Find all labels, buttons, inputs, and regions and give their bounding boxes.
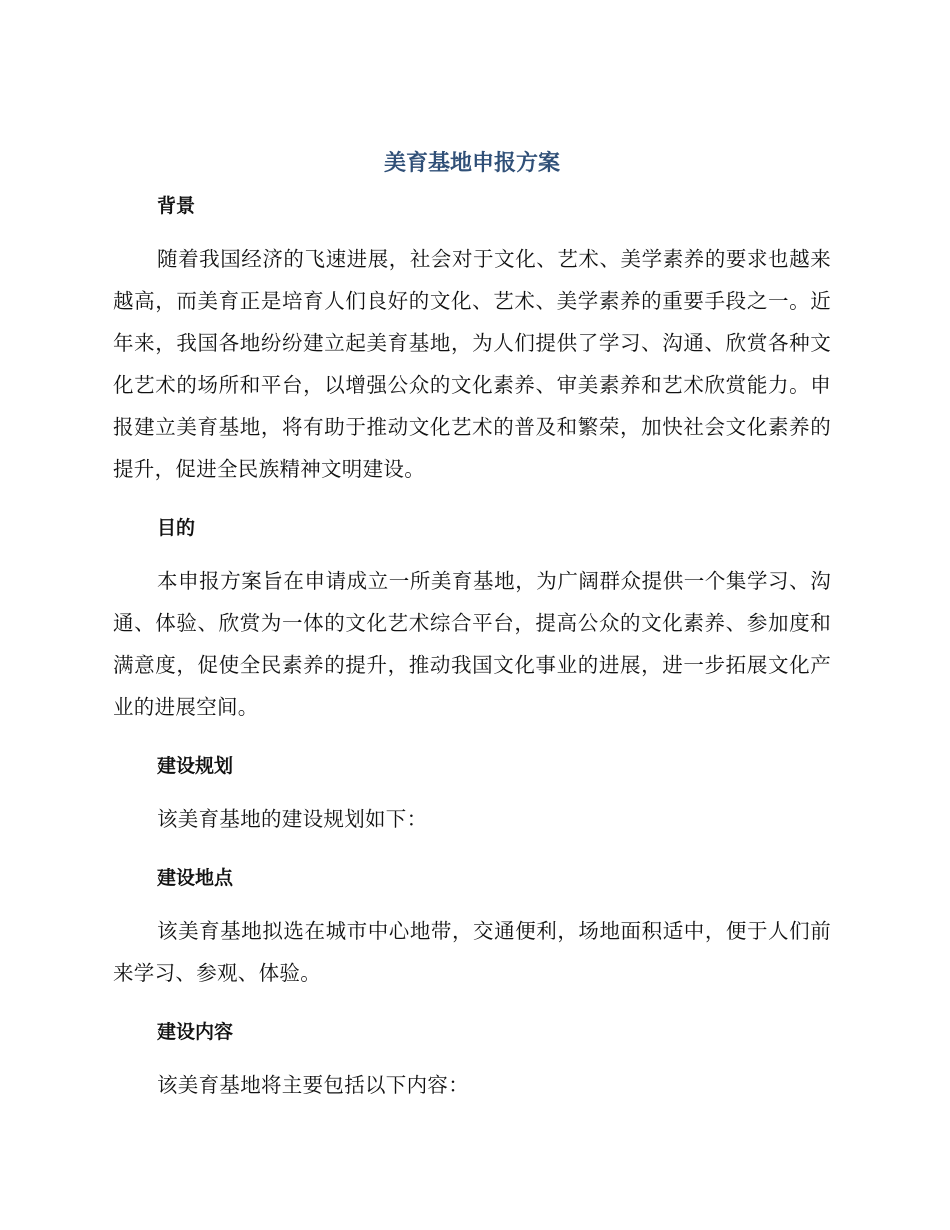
- section-paragraph: 该美育基地将主要包括以下内容：: [157, 1073, 469, 1097]
- section-background: [113, 188, 831, 510]
- section-paragraph: 随着我国经济的飞速进展，社会对于文化、艺术、美学素养的要求也越来越高，而美育正是培育人们良好的文化、艺术、美学素养的重要手段之一。近年来，我国各地纷纷建立起美育基地，为人们提供了学习、沟通、欣赏各种文化艺术的场所和平台，以增强公众的文化素养、审美素养和艺术欣赏能力。申报建立美育基地，将有助于推动文化艺术的普及和繁荣，加快社会文化素养的提升，促进全民族精神文明建设。: [113, 247, 831, 481]
- section-construction-plan: [113, 748, 831, 860]
- section-heading: 建设规划: [157, 755, 234, 777]
- document-title: 美育基地申报方案: [383, 151, 560, 176]
- section-paragraph: 本申报方案旨在申请成立一所美育基地，为广阔群众提供一个集学习、沟通、体验、欣赏为一体的文化艺术综合平台，提高公众的文化素养、参加度和满意度，促使全民素养的提升，推动我国文化事业的进展，进一步拓展文化产业的进展空间。: [113, 569, 831, 719]
- section-heading: 建设内容: [157, 1021, 234, 1043]
- section-heading: 建设地点: [157, 867, 234, 889]
- section-heading: 背景: [157, 195, 196, 217]
- section-heading: 目的: [157, 517, 196, 539]
- section-paragraph: 该美育基地拟选在城市中心地带，交通便利，场地面积适中，便于人们前来学习、参观、体验。: [113, 919, 831, 985]
- document-body: [113, 140, 831, 1106]
- section-paragraph: 该美育基地的建设规划如下：: [157, 807, 428, 831]
- section-construction-content: [113, 1014, 831, 1106]
- section-construction-site: [113, 860, 831, 1014]
- section-purpose: [113, 510, 831, 748]
